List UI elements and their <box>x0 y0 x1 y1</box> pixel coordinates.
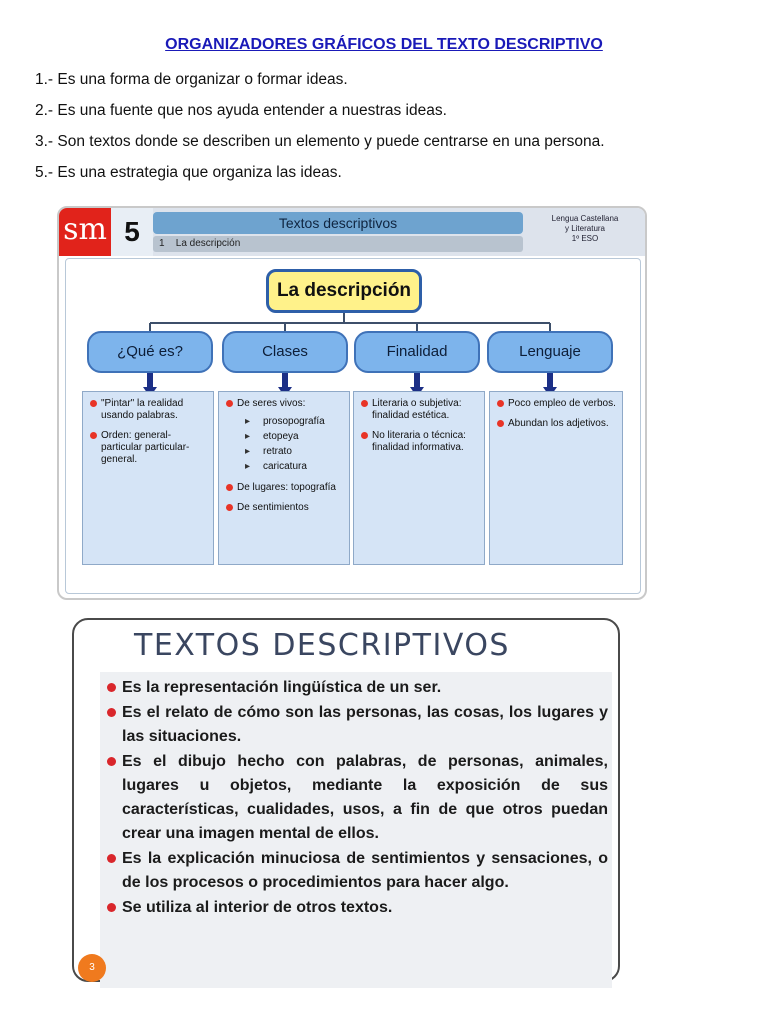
unit-number: 5 <box>111 208 153 256</box>
course-line: 1º ESO <box>571 234 599 243</box>
subject-label <box>529 214 641 244</box>
definition-item: 5.- Es una estrategia que organiza las ideas. <box>35 164 342 181</box>
section-title: La descripción <box>175 238 241 249</box>
section-number: 1 <box>159 238 165 249</box>
banner-title: Textos descriptivos <box>153 212 523 234</box>
detail-box-clases <box>218 391 350 565</box>
detail-item: De lugares: topografía <box>225 482 345 494</box>
slide-bullet: Se utiliza al interior de otros textos. <box>104 896 608 920</box>
definition-item: 3.- Son textos donde se describen un elemento y puede centrarse en una persona. <box>35 133 605 150</box>
definition-item: 2.- Es una fuente que nos ayuda entender a nuestras ideas. <box>35 102 447 119</box>
slide-bullet: Es el relato de cómo son las personas, las cosas, los lugares y las situaciones. <box>104 701 608 749</box>
category-node-clases: Clases <box>222 331 348 373</box>
detail-item: "Pintar" la realidad usando palabras. <box>89 398 209 422</box>
detail-item: No literaria o técnica: finalidad informativa. <box>360 430 480 454</box>
slide-title: TEXTOS DESCRIPTIVOS <box>134 628 510 663</box>
slide-bullet: Es la representación lingüística de un ser. <box>104 676 608 700</box>
slide-bullet-list <box>104 676 608 921</box>
organizer-banner <box>59 208 645 256</box>
sub-list <box>237 414 345 474</box>
subject-line: y Literatura <box>564 224 606 233</box>
detail-item: Literaria o subjetiva: finalidad estética. <box>360 398 480 422</box>
definition-list <box>35 64 605 188</box>
sub-item: ▸ etopeya <box>245 429 345 444</box>
section-label <box>153 236 523 252</box>
detail-item: Poco empleo de verbos. <box>496 398 618 410</box>
sub-item: ▸ retrato <box>245 444 345 459</box>
category-node-que-es: ¿Qué es? <box>87 331 213 373</box>
detail-box-finalidad <box>353 391 485 565</box>
main-concept-node: La descripción <box>266 269 422 313</box>
document-title: ORGANIZADORES GRÁFICOS DEL TEXTO DESCRIPTIVO <box>165 36 603 53</box>
publisher-logo: sm <box>59 208 111 256</box>
graphic-organizer <box>57 206 647 600</box>
detail-item: Abundan los adjetivos. <box>496 418 618 430</box>
detail-box-que-es <box>82 391 214 565</box>
subject-line: Lengua Castellana <box>551 214 619 223</box>
organizer-body <box>65 258 641 594</box>
slide-bullet: Es el dibujo hecho con palabras, de personas, animales, lugares u objetos, mediante la exposición de sus características, cualidades, usos, a fin de que otros puedan crear una imagen mental de ellos. <box>104 750 608 846</box>
category-node-finalidad: Finalidad <box>354 331 480 373</box>
slide-card <box>72 618 620 982</box>
detail-item <box>225 398 345 474</box>
definition-item: 1.- Es una forma de organizar o formar ideas. <box>35 71 348 88</box>
sub-item: ▸ caricatura <box>245 459 345 474</box>
category-node-lenguaje: Lenguaje <box>487 331 613 373</box>
slide-bullet: Es la explicación minuciosa de sentimientos y sensaciones, o de los procesos o procedimientos para hacer algo. <box>104 847 608 895</box>
detail-item: Orden: general-particular particular-general. <box>89 430 209 466</box>
sub-item: ▸ prosopografía <box>245 414 345 429</box>
page-number-badge: 3 <box>78 954 106 982</box>
detail-item: De sentimientos <box>225 502 345 514</box>
detail-item-label: De seres vivos: <box>237 398 306 409</box>
detail-box-lenguaje <box>489 391 623 565</box>
